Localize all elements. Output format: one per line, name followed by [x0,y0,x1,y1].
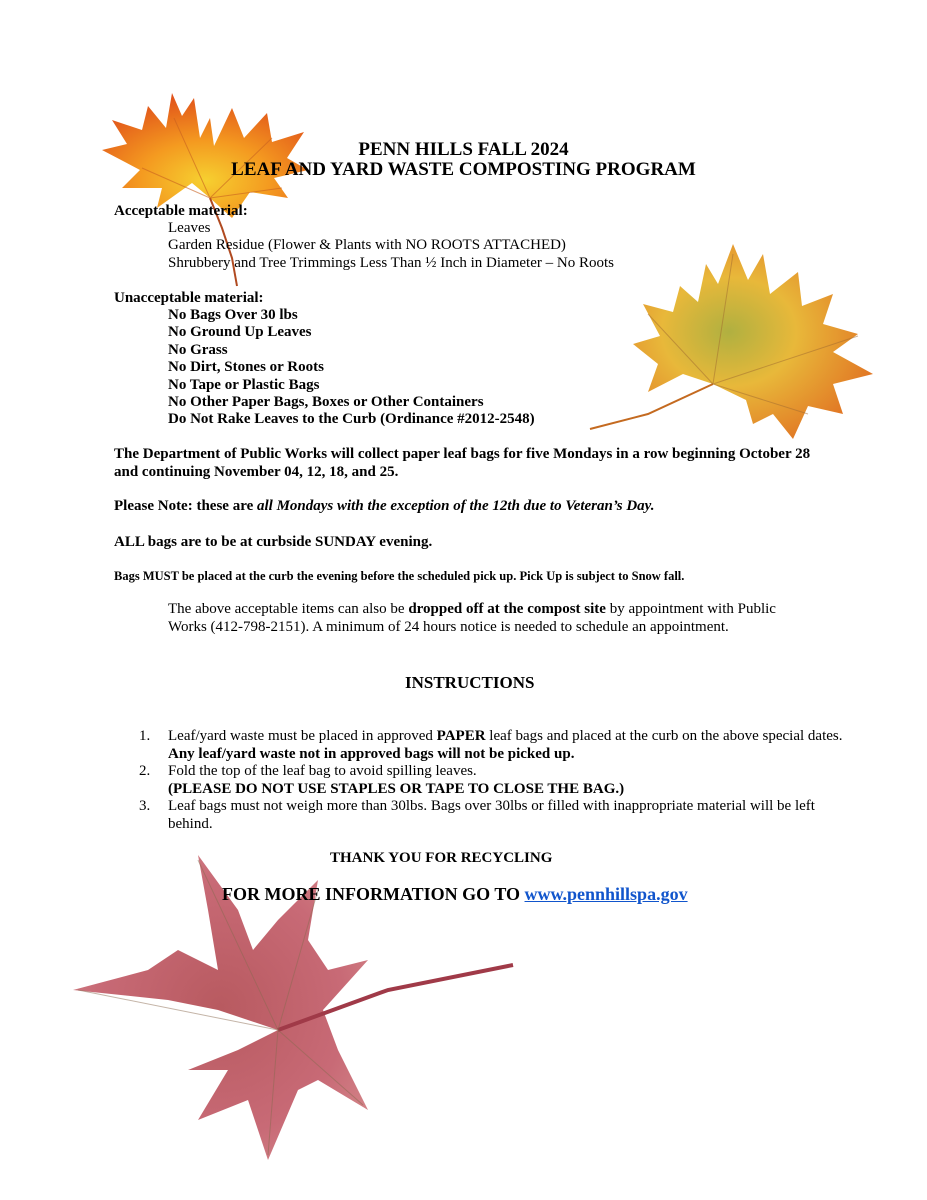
dropoff-emphasis: dropped off at the compost site [408,601,606,617]
instruction-item [139,728,859,763]
unacceptable-list [168,307,535,429]
instruction-number: 1. [139,728,151,744]
curbside-notice: ALL bags are to be at curbside SUNDAY evening. [114,534,433,550]
unacceptable-item: No Dirt, Stones or Roots [168,359,324,376]
unacceptable-item: No Grass [168,341,228,358]
acceptable-item: Shrubbery and Tree Trimmings Less Than ½ Inch in Diameter – No Roots [168,254,614,271]
instruction-emphasis: (PLEASE DO NOT USE STAPLES OR TAPE TO CLOSE THE BAG.) [168,780,625,797]
veterans-day-note [114,498,834,516]
dropoff-paragraph [168,600,818,636]
instruction-text: leaf bags and placed at the curb on the above special dates. [485,728,843,744]
instruction-text: Leaf bags must not weigh more than 30lbs. Bags over 30lbs or filled with inappropriate material will be left behind. [168,798,815,832]
collection-paragraph: The Department of Public Works will collect paper leaf bags for five Mondays in a row beginning October 28 and continuing November 04, 12, 18, and 25. [114,446,811,480]
more-info-line [222,884,688,905]
document-title-line2: LEAF AND YARD WASTE COMPOSTING PROGRAM [231,159,696,180]
unacceptable-item: No Tape or Plastic Bags [168,376,320,393]
unacceptable-item: Do Not Rake Leaves to the Curb (Ordinance #2012-2548) [168,411,535,428]
unacceptable-item: No Bags Over 30 lbs [168,307,298,323]
instruction-text: Fold the top of the leaf bag to avoid spilling leaves. [168,763,477,779]
thank-you-text: THANK YOU FOR RECYCLING [330,850,553,866]
more-info-prefix: FOR MORE INFORMATION GO TO [222,884,525,904]
instruction-emphasis: Any leaf/yard waste not in approved bags will not be picked up. [168,745,575,762]
dropoff-text: The above acceptable items can also be [168,601,409,617]
instruction-number: 2. [139,763,151,779]
unacceptable-item: No Other Paper Bags, Boxes or Other Containers [168,394,484,411]
note-prefix: Please Note: these are [114,498,257,514]
acceptable-heading: Acceptable material: [114,203,248,219]
note-emphasis: all Mondays with the exception of the 12th due to Veteran’s Day. [257,498,655,514]
instruction-text: Leaf/yard waste must be placed in approved [168,728,437,744]
instruction-item [139,798,859,833]
unacceptable-item: No Ground Up Leaves [168,324,312,341]
acceptable-item: Leaves [168,220,211,236]
placement-notice: Bags MUST be placed at the curb the evening before the scheduled pick up. Pick Up is subject to Snow fall. [114,569,685,583]
instruction-item [139,763,859,798]
document-title-line1: PENN HILLS FALL 2024 [358,139,569,160]
dropoff-text-rest: by appointment with Public Works (412-798-2151). A minimum of 24 hours notice is needed to schedule an appointment. [168,601,776,635]
website-link[interactable]: www.pennhillspa.gov [524,884,688,904]
acceptable-item: Garden Residue (Flower & Plants with NO ROOTS ATTACHED) [168,237,566,254]
yellow-green-maple-leaf-image [588,224,888,464]
instructions-heading: INSTRUCTIONS [405,673,535,692]
unacceptable-heading: Unacceptable material: [114,290,264,306]
acceptable-list [168,220,614,272]
instructions-list [139,728,859,833]
instruction-emphasis: PAPER [436,728,486,744]
instruction-number: 3. [139,798,151,814]
